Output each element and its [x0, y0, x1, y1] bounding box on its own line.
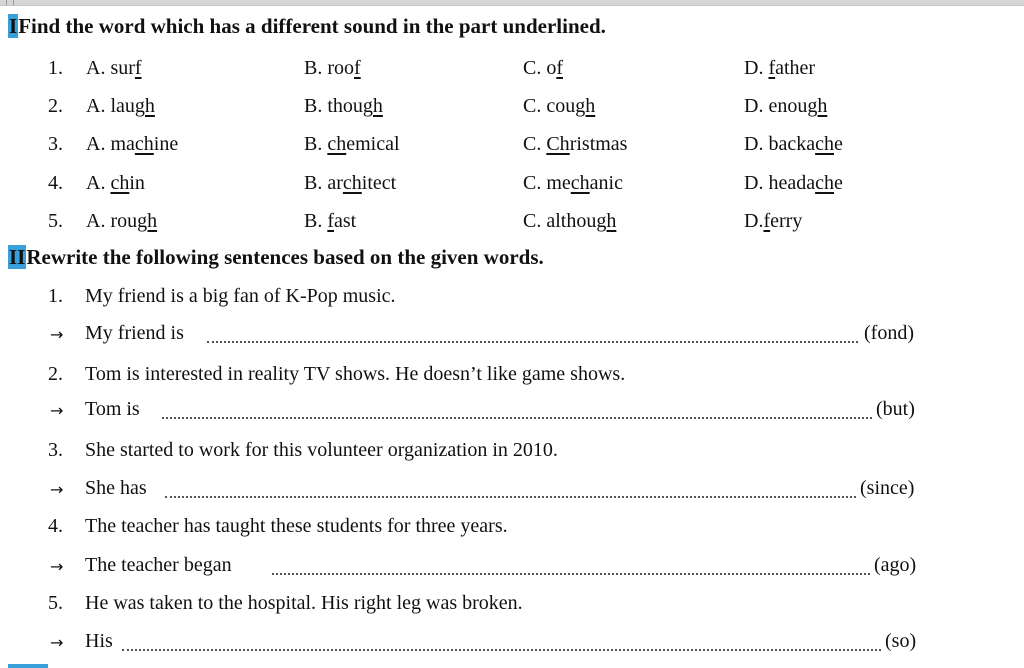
section-1-title: Find the word which has a different sound in the part underlined.	[18, 14, 606, 38]
underlined-part: gh	[137, 210, 158, 232]
given-word-hint: (ago)	[874, 554, 917, 576]
word-part: anic	[589, 172, 623, 194]
underlined-part: Ch	[546, 133, 570, 155]
underlined-part: gh	[362, 95, 383, 117]
word-part: althou	[546, 210, 597, 232]
option-c	[523, 95, 595, 118]
item-number: 4.	[48, 515, 63, 537]
option-d	[744, 57, 815, 80]
rewrite-start: The teacher began	[85, 554, 232, 576]
answer-blank[interactable]	[165, 496, 856, 498]
underlined-part: ch	[570, 172, 590, 194]
item-number: 5.	[48, 592, 63, 614]
option-d	[744, 95, 827, 118]
right-arrow-icon: →	[50, 633, 64, 652]
option-c	[523, 210, 616, 233]
option-d	[744, 133, 843, 156]
word-part: e	[833, 133, 843, 155]
word-part: ristmas	[569, 133, 628, 155]
option-letter: B.	[304, 57, 328, 79]
option-letter: A.	[86, 95, 111, 117]
underlined-part: ch	[327, 133, 347, 155]
underlined-part: gh	[134, 95, 155, 117]
option-letter: C.	[523, 172, 547, 194]
underlined-part: ch	[134, 133, 154, 155]
given-word-hint: (since)	[860, 477, 915, 499]
word-part: rou	[110, 210, 138, 232]
option-c	[523, 57, 563, 80]
option-letter: C.	[523, 210, 547, 232]
underlined-part: f	[763, 210, 771, 232]
question-number: 1.	[48, 57, 63, 79]
option-b	[304, 172, 396, 195]
word-part: sur	[110, 57, 135, 79]
word-part: emical	[346, 133, 400, 155]
option-a	[86, 133, 178, 156]
given-word-hint: (but)	[876, 398, 915, 420]
right-arrow-icon: →	[50, 480, 64, 499]
word-part: ine	[153, 133, 179, 155]
option-letter: B.	[304, 210, 328, 232]
option-letter: B.	[304, 133, 328, 155]
option-letter: C.	[523, 57, 547, 79]
answer-blank[interactable]	[207, 341, 858, 343]
question-number: 3.	[48, 133, 63, 155]
section-2-heading	[8, 245, 544, 270]
option-b	[304, 210, 356, 233]
word-part: roo	[327, 57, 355, 79]
word-part: erry	[770, 210, 803, 232]
rewrite-start: His	[85, 630, 113, 652]
underlined-part: f	[768, 57, 776, 79]
item-number: 2.	[48, 363, 63, 385]
word-part: enou	[768, 95, 808, 117]
option-letter: D.	[744, 172, 769, 194]
word-part: lau	[110, 95, 135, 117]
option-letter: B.	[304, 172, 328, 194]
option-letter: C.	[523, 133, 547, 155]
option-c	[523, 172, 623, 195]
option-d	[744, 172, 843, 195]
option-a	[86, 172, 145, 195]
word-part: e	[833, 172, 843, 194]
given-word-hint: (fond)	[864, 322, 914, 344]
section-2-title: Rewrite the following sentences based on the given words.	[26, 245, 544, 269]
corner-marker	[6, 0, 14, 5]
option-letter: D.	[744, 57, 769, 79]
answer-blank[interactable]	[272, 573, 870, 575]
question-number: 2.	[48, 95, 63, 117]
option-c	[523, 133, 627, 156]
underlined-part: f	[134, 57, 142, 79]
original-sentence: She started to work for this volunteer organization in 2010.	[85, 439, 558, 461]
word-part: backa	[768, 133, 816, 155]
option-a	[86, 95, 155, 118]
option-a	[86, 210, 157, 233]
option-a	[86, 57, 142, 80]
word-part: cou	[546, 95, 576, 117]
underlined-part: f	[556, 57, 564, 79]
option-letter: A.	[86, 133, 111, 155]
original-sentence: Tom is interested in reality TV shows. He doesn’t like game shows.	[85, 363, 626, 385]
right-arrow-icon: →	[50, 401, 64, 420]
word-part: itect	[361, 172, 397, 194]
word-part: in	[129, 172, 145, 194]
bottom-highlight-marker	[8, 664, 48, 668]
underlined-part: ch	[342, 172, 362, 194]
word-part: ather	[775, 57, 816, 79]
option-b	[304, 133, 400, 156]
right-arrow-icon: →	[50, 325, 64, 344]
option-letter: A.	[86, 172, 111, 194]
section-1-heading	[8, 14, 606, 39]
item-number: 1.	[48, 285, 63, 307]
option-b	[304, 57, 361, 80]
underlined-part: gh	[575, 95, 596, 117]
option-letter: B.	[304, 95, 328, 117]
rewrite-start: She has	[85, 477, 147, 499]
word-part: heada	[768, 172, 816, 194]
option-letter: C.	[523, 95, 547, 117]
question-number: 4.	[48, 172, 63, 194]
underlined-part: gh	[596, 210, 617, 232]
underlined-part: ch	[110, 172, 130, 194]
given-word-hint: (so)	[885, 630, 917, 652]
underlined-part: gh	[807, 95, 828, 117]
section-1-number: I	[9, 14, 18, 38]
underlined-part: f	[327, 210, 335, 232]
answer-blank[interactable]	[162, 417, 872, 419]
answer-blank[interactable]	[122, 649, 881, 651]
original-sentence: The teacher has taught these students for three years.	[85, 515, 508, 537]
option-letter: D.	[744, 95, 769, 117]
original-sentence: My friend is a big fan of K-Pop music.	[85, 285, 396, 307]
window-top-strip	[0, 0, 1024, 6]
underlined-part: f	[354, 57, 361, 79]
word-part: ma	[110, 133, 135, 155]
option-b	[304, 95, 383, 118]
underlined-part: ch	[815, 172, 834, 194]
question-number: 5.	[48, 210, 63, 232]
rewrite-start: Tom is	[85, 398, 140, 420]
option-d	[744, 210, 802, 233]
underlined-part: ch	[815, 133, 834, 155]
item-number: 3.	[48, 439, 63, 461]
original-sentence: He was taken to the hospital. His right leg was broken.	[85, 592, 523, 614]
option-letter: D.	[744, 210, 764, 232]
word-part: o	[546, 57, 557, 79]
word-part: ast	[334, 210, 357, 232]
option-letter: A.	[86, 57, 111, 79]
section-2-number: II	[9, 245, 26, 269]
right-arrow-icon: →	[50, 557, 64, 576]
word-part: ar	[327, 172, 343, 194]
rewrite-start: My friend is	[85, 322, 184, 344]
word-part: me	[546, 172, 571, 194]
option-letter: A.	[86, 210, 111, 232]
word-part: thou	[327, 95, 363, 117]
option-letter: D.	[744, 133, 769, 155]
